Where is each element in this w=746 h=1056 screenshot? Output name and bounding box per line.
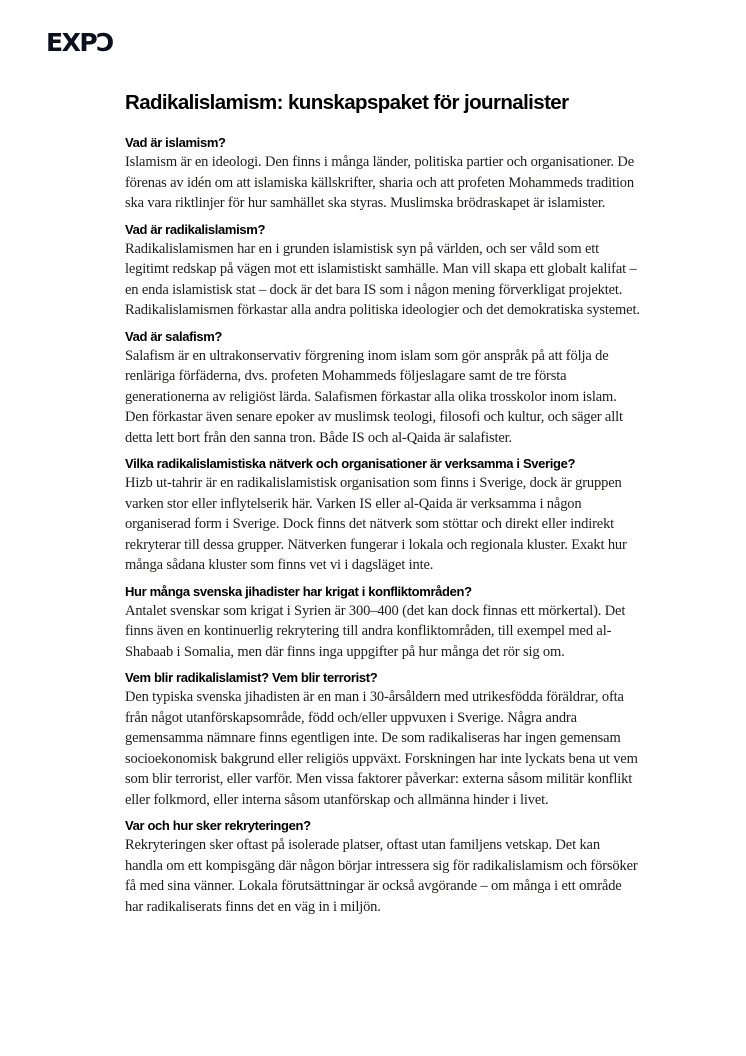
section-paragraph: Antalet svenskar som krigat i Syrien är 300–400 (det kan dock finnas ett mörkertal). Det finns även en kontinuerlig rekrytering till andra konfliktområden, till exempel med al-Shabaab i Somalia, men där finns inga uppgifter på hur många det rör sig om. (125, 602, 626, 660)
section-paragraph: Den typiska svenska jihadisten är en man i 30-årsåldern med utrikesfödda föräldrar, ofta från något utanförskapsområde, född och/eller uppvuxen i Sverige. Några andra gemensamma nämnare finns egentligen inte. De som radikaliseras har ingen gemensam socioekonomisk bakgrund eller religiös uppväxt. Forskningen har inte lyckats bena ut vem som blir terrorist, eller varför. Men vissa faktorer påverkar: externa såsom militär konflikt eller folkmord, eller interna såsom utanförskap och allmänna hinder i livet. (125, 689, 638, 808)
section-heading: Vad är radikalislamism? (125, 221, 266, 237)
section-what-is-islamism (125, 135, 641, 214)
section-heading: Var och hur sker rekryteringen? (125, 818, 311, 833)
section-heading: Vad är islamism? (125, 135, 226, 150)
expo-logo: EXPƆ (46, 28, 114, 57)
section-paragraph: Hizb ut-tahrir är en radikalislamistisk organisation som finns i Sverige, dock är gruppen varken stor eller inflytelserik här. Varken IS eller al-Qaida är verksamma i någon organiserad form i Sverige. Dock finns det nätverk som stöttar och direkt eller indirekt rekryterar till dessa grupper. Nätverken fungerar i lokala och regionala kluster. Exakt hur många sådana kluster som finns vet vi i dagsläget inte. (125, 475, 627, 573)
section-heading: Vad är salafism? (125, 328, 223, 344)
section-heading: Hur många svenska jihadister har krigat i konfliktområden? (125, 583, 472, 599)
section-what-is-salafism (125, 329, 641, 449)
section-paragraph: Rekryteringen sker oftast på isolerade platser, oftast utan familjens vetskap. Det kan handla om ett kompisgäng där någon börjar intressera sig för radikalislamism och försöker få med sina vänner. Lokala förutsättningar är också avgörande – om många i ett område har radikaliserats finns det en väg in i miljön. (125, 837, 638, 915)
section-paragraph: Radikalislamismen har en i grunden islamistisk syn på världen, och ser våld som ett legitimt redskap på vägen mot ett islamistiskt samhälle. Man vill skapa ett globalt kalifat – en enda islamistisk stat – dock är det bara IS som i någon mening förverkligat projektet. Radikalislamismen förkastar alla andra politiska ideologier och det demokratiska systemet. (125, 240, 640, 318)
section-where-recruitment-happens (125, 818, 641, 917)
document-body (125, 90, 641, 925)
section-paragraph: Salafism är en ultrakonservativ förgrening inom islam som gör anspråk på att följa de renläriga förfäderna, dvs. profeten Mohammeds följeslagare samt de tre första generationerna av religiöst lärda. Salafismen förkastar alla olika trosskolor inom islam. Den förkastar även senare epoker av muslimsk teologi, filosofi och kultur, och säger allt detta lett bort från den sanna tron. Både IS och al-Qaida är salafister. (125, 347, 623, 446)
section-who-becomes-terrorist (125, 670, 641, 810)
page-title: Radikalislamism: kunskapspaket för journalister (125, 91, 569, 114)
section-heading: Vilka radikalislamistiska nätverk och organisationer är verksamma i Sverige? (125, 456, 576, 471)
section-paragraph: Islamism är en ideologi. Den finns i många länder, politiska partier och organisationer. De förenas av idén om att islamiska källskrifter, sharia och att profeten Mohammeds tradition ska vara riktlinjer för hur samhället ska styras. Muslimska brödraskapet är islamister. (125, 154, 634, 211)
section-what-is-radical-islamism (125, 222, 641, 321)
section-networks-in-sweden (125, 456, 641, 576)
section-swedish-jihadists-count (125, 584, 641, 663)
section-heading: Vem blir radikalislamist? Vem blir terrorist? (125, 670, 378, 685)
